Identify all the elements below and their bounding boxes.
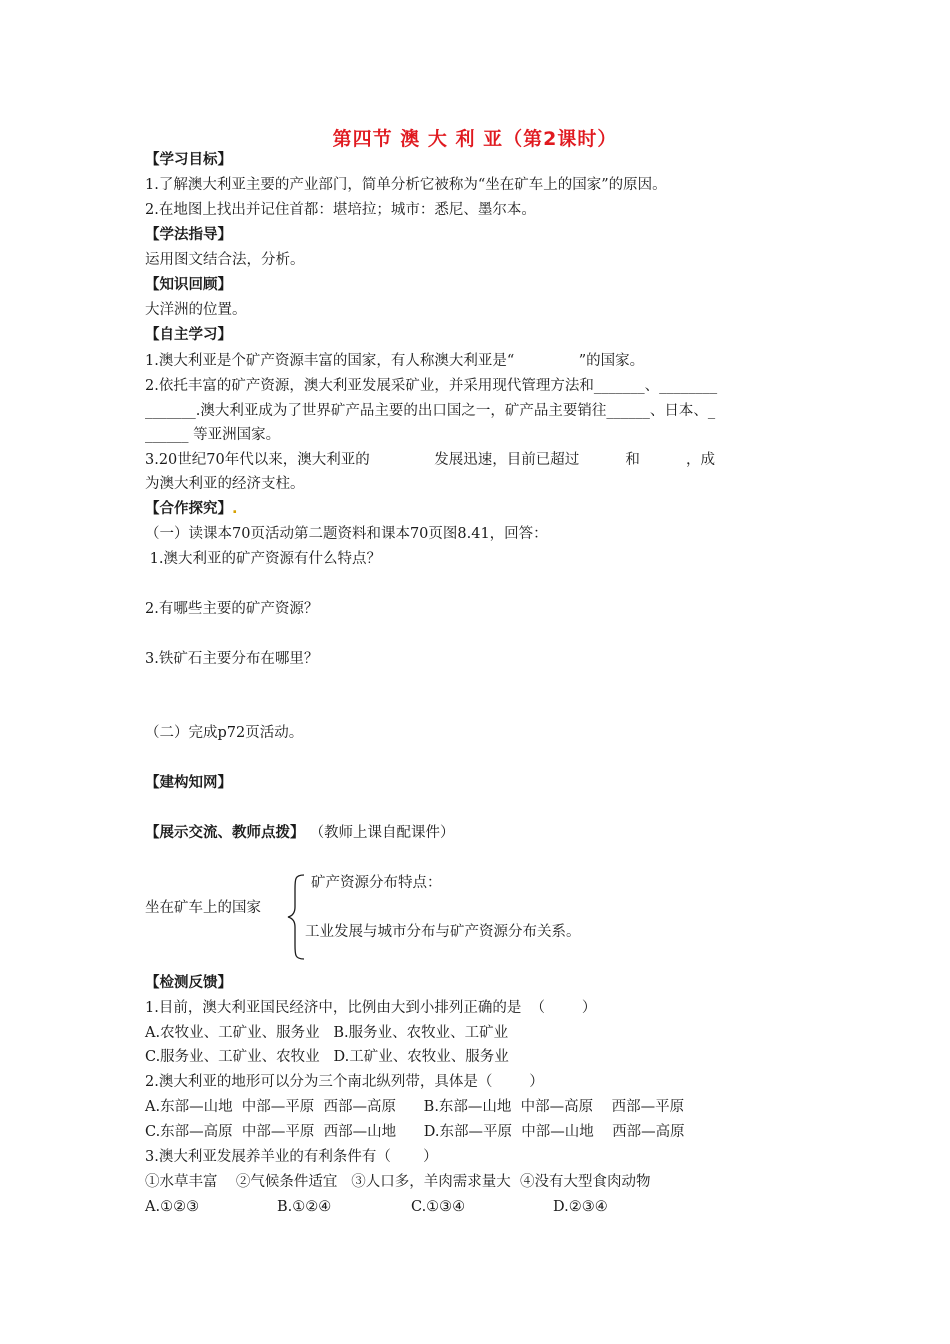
cooperation-question: 1.澳大利亚的矿产资源有什么特点？	[145, 551, 381, 567]
self-study-line: 1.澳大利亚是个矿产资源丰富的国家，有人称澳大利亚是“ ”的国家。	[145, 353, 645, 369]
showcase-note: （教师上课自配课件）	[309, 825, 455, 841]
review-heading: 【知识回顾】	[145, 277, 232, 293]
self-study-line: _______.澳大利亚成为了世界矿产品主要的出口国之一，矿产品主要销往______、日本、_	[145, 403, 716, 419]
knowledge-net-heading: 【建构知网】	[145, 775, 232, 791]
question-3-choice-d: D.②③④	[553, 1199, 608, 1215]
self-study-line: 3.20世纪70年代以来，澳大利亚的 发展迅速，目前已超过 和 ，成	[145, 452, 715, 468]
question-1-options: A.农牧业、工矿业、服务业 B.服务业、农牧业、工矿业	[145, 1025, 509, 1041]
showcase-heading	[145, 823, 455, 843]
method-heading: 【学法指导】	[145, 227, 232, 243]
self-study-line: 为澳大利亚的经济支柱。	[145, 476, 305, 492]
showcase-heading-text: 【展示交流、教师点拨】	[145, 825, 305, 841]
mark-dot: .	[232, 501, 238, 517]
brace-icon	[286, 873, 308, 961]
question-3-conditions: ①水草丰富 ②气候条件适宜 ③人口多，羊肉需求量大 ④没有大型食肉动物	[145, 1174, 651, 1190]
question-1-options: C.服务业、工矿业、农牧业 D.工矿业、农牧业、服务业	[145, 1049, 509, 1065]
diagram-root: 坐在矿车上的国家	[145, 900, 261, 916]
review-text: 大洋洲的位置。	[145, 302, 247, 318]
question-3-stem: 3.澳大利亚发展养羊业的有利条件有（ ）	[145, 1149, 438, 1165]
question-2-options: C.东部—高原 中部—平原 西部—山地 D.东部—平原 中部—山地 西部—高原	[145, 1124, 685, 1140]
page-title: 第四节 澳 大 利 亚（第2课时）	[332, 128, 618, 150]
diagram-branch-1: 矿产资源分布特点：	[311, 875, 442, 891]
method-text: 运用图文结合法，分析。	[145, 252, 305, 268]
question-3-choice-b: B.①②④	[277, 1199, 332, 1215]
cooperation-question: 3.铁矿石主要分布在哪里？	[145, 651, 319, 667]
question-2-options: A.东部—山地 中部—平原 西部—高原 B.东部—山地 中部—高原 西部—平原	[145, 1099, 685, 1115]
cooperation-heading	[145, 499, 238, 519]
diagram-branch-2: 工业发展与城市分布与矿产资源分布关系。	[305, 924, 581, 940]
cooperation-question: 2.有哪些主要的矿产资源？	[145, 601, 319, 617]
question-2-stem: 2.澳大利亚的地形可以分为三个南北纵列带，具体是（ ）	[145, 1074, 544, 1090]
question-1-stem: 1.目前，澳大利亚国民经济中，比例由大到小排列正确的是 （ ）	[145, 1000, 597, 1016]
self-study-line: ______ 等亚洲国家。	[145, 427, 281, 443]
question-3-choice-c: C.①③④	[411, 1199, 466, 1215]
cooperation-part1: （一）读课本70页活动第二题资料和课本70页图8.41，回答：	[145, 526, 548, 542]
objectives-heading: 【学习目标】	[145, 152, 232, 168]
cooperation-part2: （二）完成p72页活动。	[145, 725, 304, 741]
objective-item: 1.了解澳大利亚主要的产业部门，简单分析它被称为“坐在矿车上的国家”的原因。	[145, 177, 667, 193]
question-3-choice-a: A.①②③	[145, 1199, 200, 1215]
self-study-heading: 【自主学习】	[145, 327, 232, 343]
feedback-heading: 【检测反馈】	[145, 975, 232, 991]
self-study-line: 2.依托丰富的矿产资源，澳大利亚发展采矿业，并采用现代管理方法和_______、________	[145, 378, 718, 394]
cooperation-heading-text: 【合作探究】	[145, 501, 232, 517]
objective-item: 2.在地图上找出并记住首都：堪培拉；城市：悉尼、墨尔本。	[145, 202, 536, 218]
